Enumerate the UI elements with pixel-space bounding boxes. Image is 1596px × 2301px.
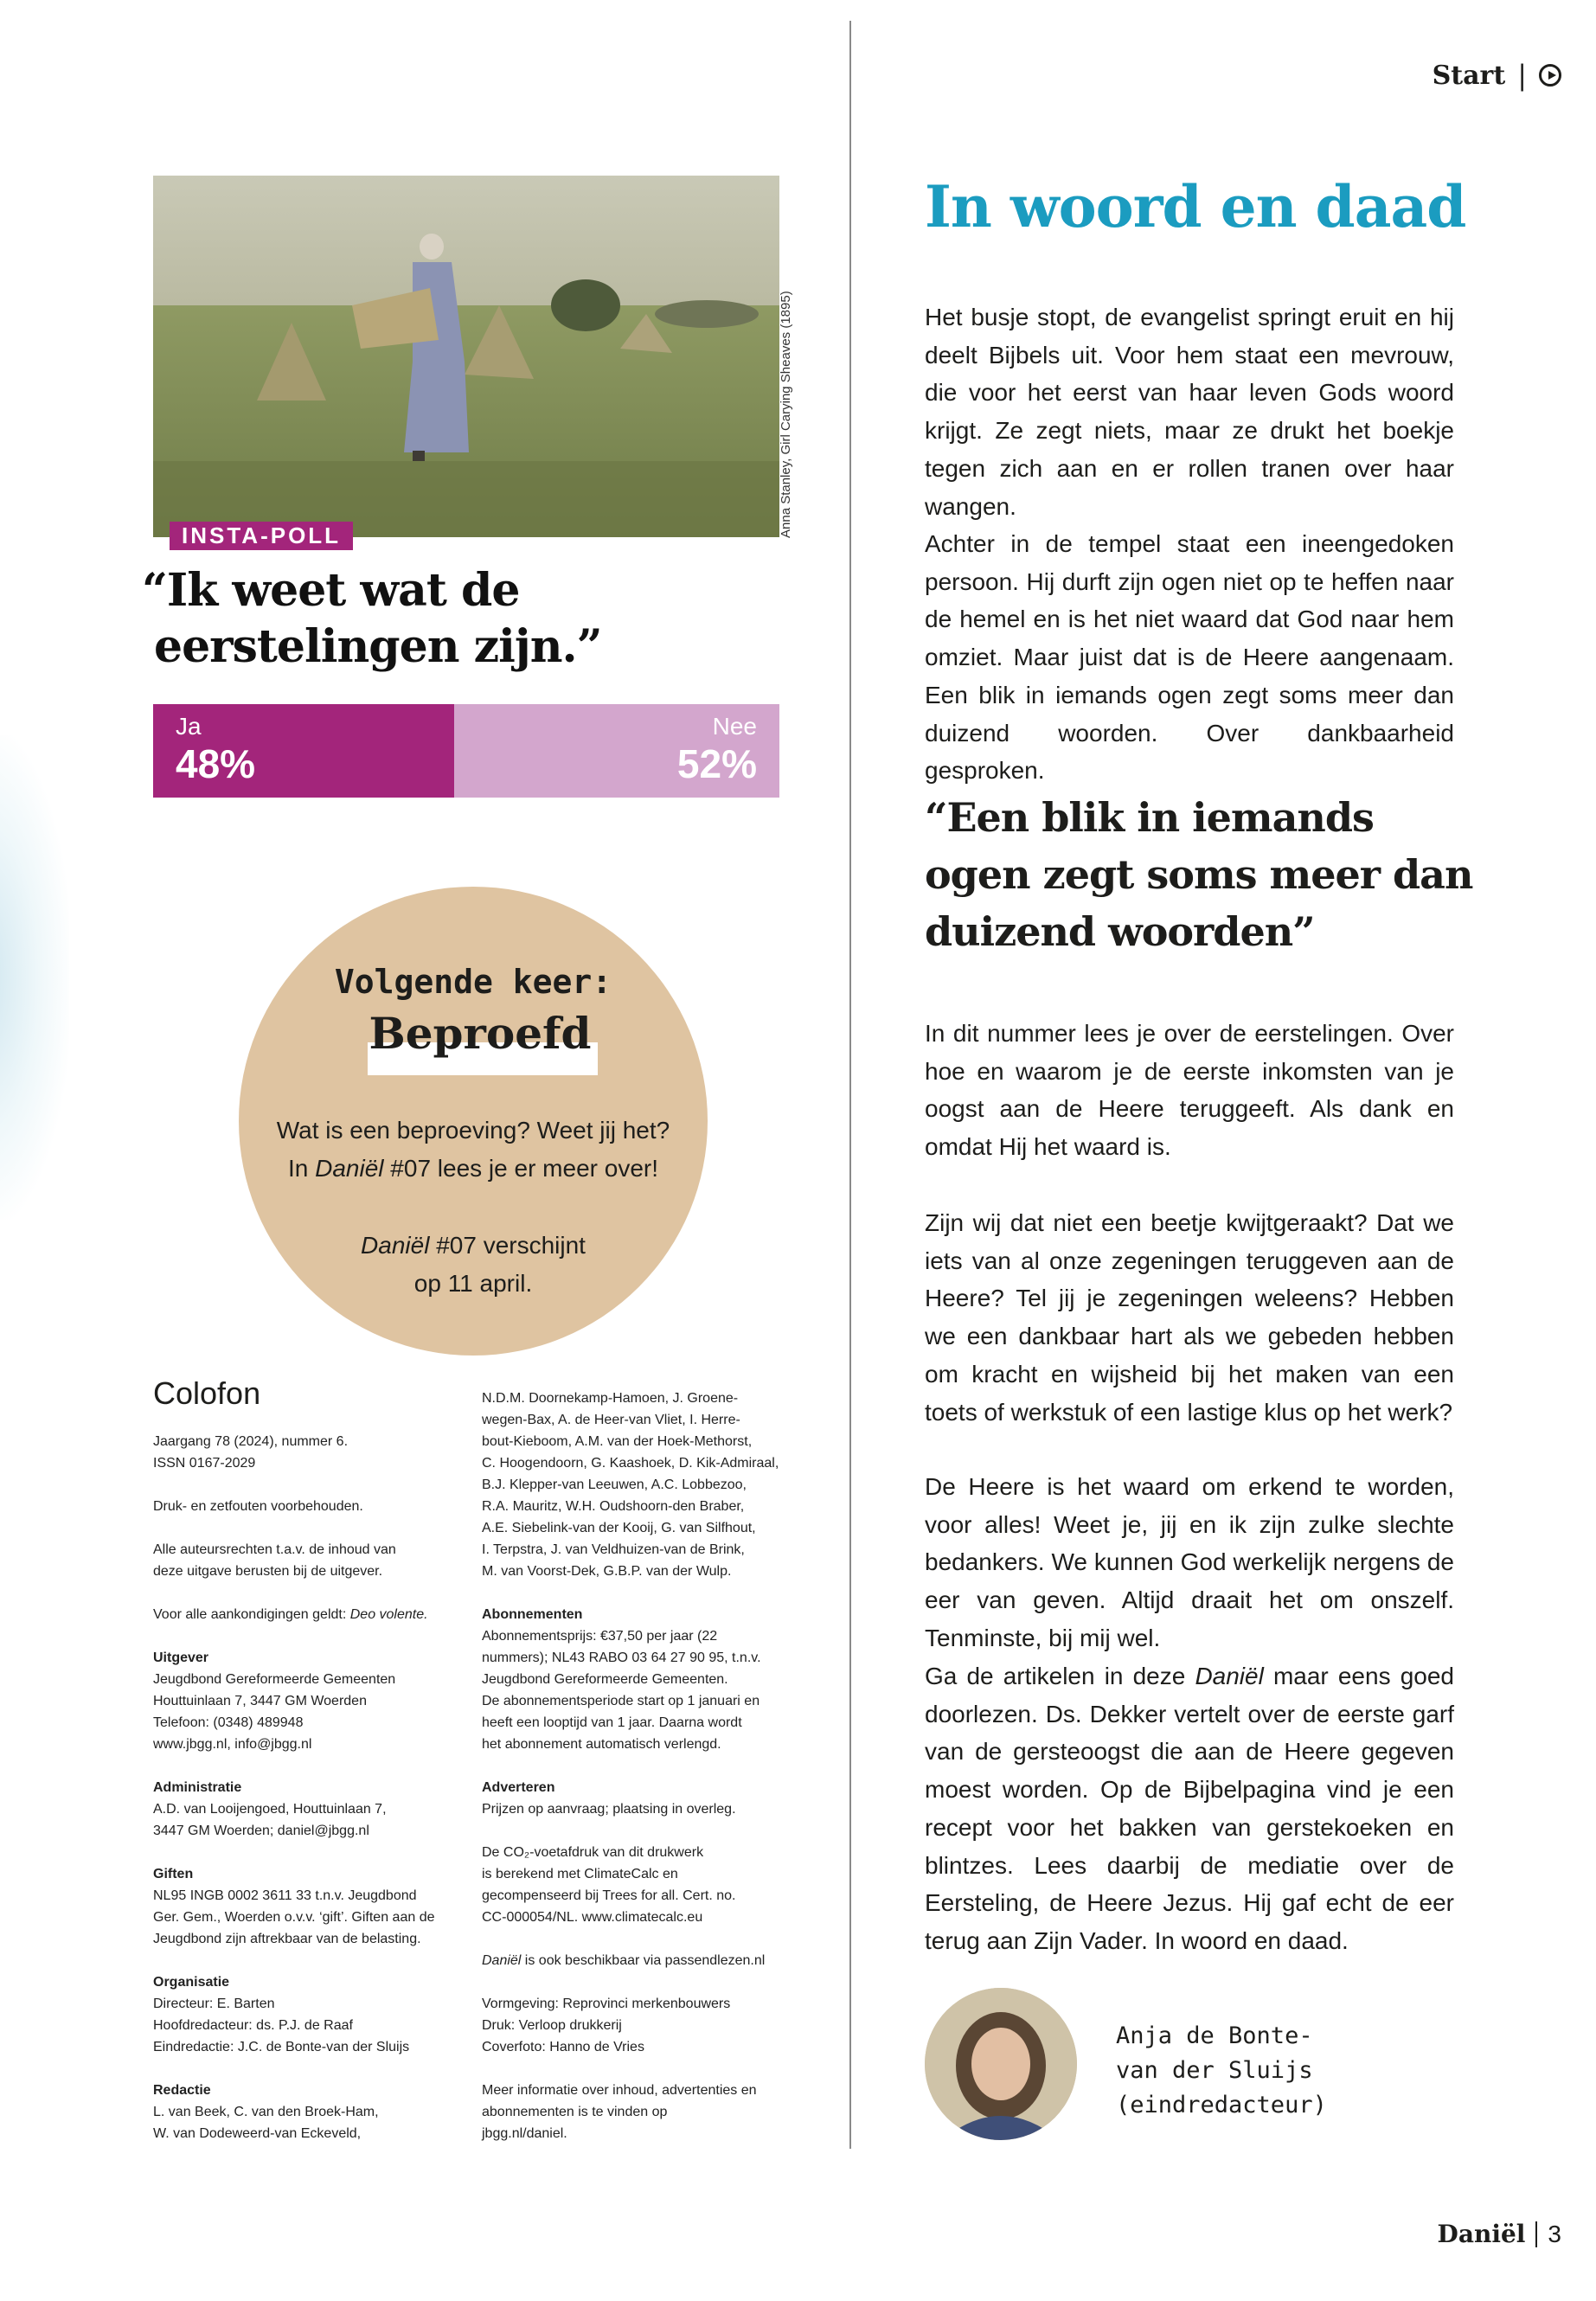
nav-separator: | <box>1517 59 1527 92</box>
insta-poll-tag: INSTA-POLL <box>170 522 353 550</box>
article-paragraph-4: Zijn wij dat niet een beetje kwijtgeraakt? Dat we iets van al onze zegeningen teruggeven aan de Heere? Tel jij je zegeningen weleens? Hebben we een dankbaar hart als we gebeden hebben om kracht en wijsheid bij het maken van een toets of werkstuk of een lastige klus op het werk? <box>925 1209 1454 1426</box>
article-paragraph-5: De Heere is het waard om erkend te worden, voor alles! Weet je, jij en ik zijn zulke slechte bedankers. We kunnen God werkelijk nergens de eer van geven. Altijd draait het om onszelf. Tenminste, bij mij wel. <box>925 1473 1454 1651</box>
magazine-name: Daniël <box>1437 2220 1526 2248</box>
poll-no-percent: 52% <box>676 741 757 786</box>
info-link[interactable]: jbgg.nl/daniel. <box>482 2126 567 2141</box>
next-issue-teaser <box>239 1112 708 1188</box>
colofon-column-2: N.D.M. Doornekamp-Hamoen, J. Groene- wegen-Bax, A. de Heer-van Vliet, I. Herre- bout-Kieboom, A.M. van der Hoek-Methorst, C. Hoogendoorn, G. Kaashoek, D. Kik-Admiraal, B.J. Klepper-van Leeuwen, A.C. Lobbezoo, R.A. Mauritz, W.H. Oudshoorn-den Braber, A.E. Siebelink-van der Kooij, G. van Silfhout, I. Terpstra, J. van Veldhuizen-van de Brink, M. van Voorst-Dek, G.B.P. van der Wulp. Abonnementen Abonnementsprijs: €37,50 per jaar (22 nummers); NL43 RABO 03 64 27 90 95, t.n.v. Jeugdbond Gereformeerde Gemeenten. De abonnementsperiode start op 1 januari en heeft een looptijd van 1 jaar. Daarna wordt het abonnement automatisch verlengd. Adverteren Prijzen op aanvraag; plaatsing in overleg. De CO₂-voetafdruk van dit drukwerk is berekend met ClimateCalc en gecompenseerd bij Trees for all. Cert. no. CC-000054/NL. www.climatecalc.eu Daniël is ook beschikbaar via passendlezen.nl Vormgeving: Reprovinci merkenbouwers Druk: Verloop drukkerij Coverfoto: Hanno de Vries Meer informatie over inhoud, advertenties en abonnementen is te vinden op jbgg.nl/daniel. <box>482 1391 779 2141</box>
poll-yes-percent: 48% <box>176 741 256 786</box>
poll-bar-no <box>454 704 779 798</box>
page-number: 3 <box>1548 2220 1561 2247</box>
article-title: In woord en daad <box>925 173 1466 240</box>
author-avatar <box>925 1988 1077 2140</box>
poll-quote-line1: “Ik weet wat de <box>142 564 520 617</box>
next-issue-title-text: Beproefd <box>369 1008 592 1059</box>
poll-bar-yes <box>153 704 454 798</box>
article-paragraph-1: Het busje stopt, de evangelist springt eruit en hij deelt Bijbels uit. Voor hem staat een mevrouw, die voor het eerst van haar leven Gods woord krijgt. Ze zegt niets, maar ze drukt het boekje tegen zich aan en er rollen tranen over haar wangen. <box>925 304 1454 520</box>
play-icon[interactable] <box>1539 64 1561 87</box>
author-portrait <box>925 1988 1077 2140</box>
watercolor-decoration <box>0 735 69 1220</box>
next-issue-label: Volgende keer: <box>334 963 612 1001</box>
painting-illustration <box>153 176 779 537</box>
image-credit: Anna Stanley, Girl Carying Sheaves (1895) <box>779 291 793 538</box>
poll-yes-label: Ja <box>176 713 202 740</box>
next-issue-date <box>239 1227 708 1303</box>
pull-quote: “Een blik in iemands ogen zegt soms meer dan duizend woorden” <box>925 794 1473 955</box>
footer-separator <box>1535 2221 1537 2247</box>
teaser-line2: In Daniël #07 lees je er meer over! <box>287 1155 659 1182</box>
painting-image <box>153 176 779 537</box>
poll-quote-line2: eerstelingen zijn.” <box>154 620 602 673</box>
colofon-heading: Colofon <box>153 1375 261 1411</box>
colofon-column-1: Jaargang 78 (2024), nummer 6. ISSN 0167-2029 Druk- en zetfouten voorbehouden. Alle auteursrechten t.a.v. de inhoud van deze uitgave berusten bij de uitgever. Voor alle aankondigingen geldt: Deo volente. Uitgever Jeugdbond Gereformeerde Gemeenten Houttuinlaan 7, 3447 GM Woerden Telefoon: (0348) 489948 www.jbgg.nl, info@jbgg.nl Administratie A.D. van Looijengoed, Houttuinlaan 7, 3447 GM Woerden; daniel@jbgg.nl Giften NL95 INGB 0002 3611 33 t.n.v. Jeugdbond Ger. Gem., Woerden o.v.v. ‘gift’. Giften aan de Jeugdbond zijn aftrekbaar van de belasting. Organisatie Directeur: E. Barten Hoofdredacteur: ds. P.J. de Raaf Eindredactie: J.C. de Bonte-van der Sluijs Redactie L. van Beek, C. van den Broek-Ham, W. van Dodeweerd-van Eckeveld, <box>153 1434 435 2141</box>
next-issue-title <box>363 1008 597 1075</box>
start-nav[interactable] <box>1433 59 1561 92</box>
poll-no-label: Nee <box>712 713 757 740</box>
article-paragraph-3: In dit nummer lees je over de eerstelingen. Over hoe en waarom je de eerste inkomsten van je oogst aan de Heere teruggeeft. Als dank en omdat Hij het waard is. <box>925 1020 1454 1161</box>
poll-result-bar <box>153 704 779 798</box>
publisher-contact-link[interactable]: www.jbgg.nl, info@jbgg.nl <box>153 1737 312 1752</box>
teaser-line1: Wat is een beproeving? Weet jij het? <box>276 1117 670 1144</box>
author-name: Anja de Bonte- van der Sluijs (eindredacteur) <box>1116 2022 1327 2118</box>
column-divider <box>849 21 851 2149</box>
page-footer <box>1438 2220 1561 2248</box>
start-label[interactable]: Start <box>1432 60 1506 91</box>
poll-quote <box>142 562 602 675</box>
article-paragraph-2: Achter in de tempel staat een ineengedoken persoon. Hij durft zijn ogen niet op te heffen naar de hemel en is het niet waard dat God naar hem omziet. Maar juist dat is de Heere aangenaam. Een blik in iemands ogen zegt soms meer dan duizend woorden. Over dankbaarheid gesproken. <box>925 530 1454 785</box>
article-paragraph-6: Ga de artikelen in deze Daniël maar eens goed doorlezen. Ds. Dekker vertelt over de eerste garf van de gersteoogst die aan de Heere gegeven moest worden. Op de Bijbelpagina vind je een recept voor het bakken van gerstekoeken en blintzes. Lees daarbij de mediatie over de Eersteling, de Heere Jezus. Hij gaf echt de eer terug aan Zijn Vader. In woord en daad. <box>925 1663 1454 1954</box>
date-line2: op 11 april. <box>413 1270 533 1297</box>
date-line1: Daniël #07 verschijnt <box>361 1232 586 1259</box>
